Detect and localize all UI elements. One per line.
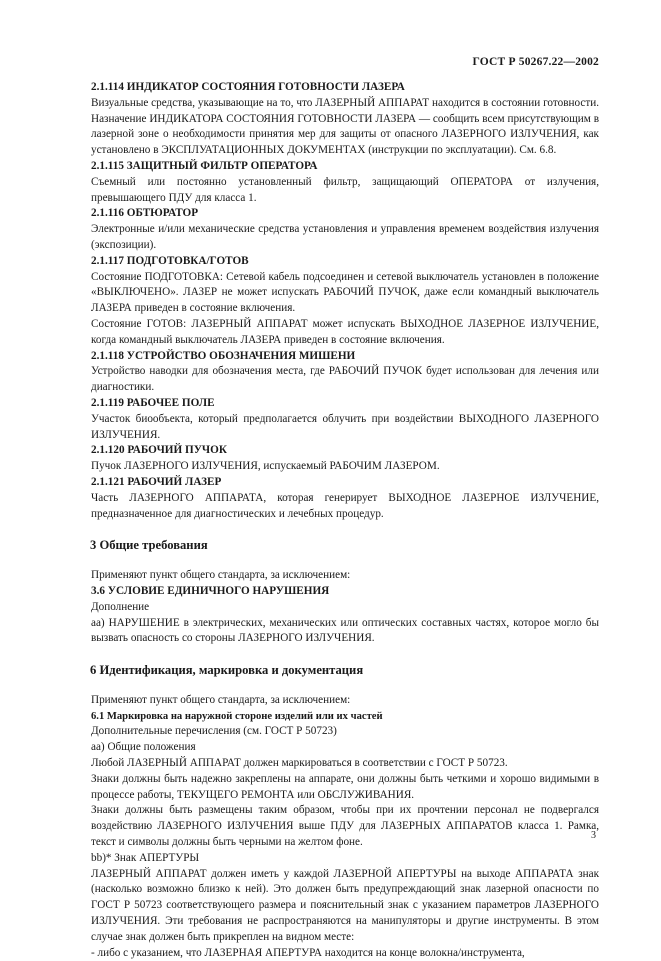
paragraph: bb)* Знак АПЕРТУРЫ (91, 851, 200, 864)
term-heading: 2.1.121 РАБОЧИЙ ЛАЗЕР (91, 475, 222, 488)
term-heading: 2.1.115 ЗАЩИТНЫЙ ФИЛЬТР ОПЕРАТОРА (91, 159, 318, 172)
paragraph: Состояние ПОДГОТОВКА: Сетевой кабель подсоединен и сетевой выключатель установлен в положение «ВЫКЛЮЧЕНО». ЛАЗЕР не может испускать РАБОЧИЙ ПУЧОК, даже если командный выключатель ЛАЗЕРА приведен в состояние включения. (91, 270, 599, 315)
page-number: 3 (591, 830, 596, 841)
term-heading: 2.1.119 РАБОЧЕЕ ПОЛЕ (91, 396, 215, 409)
paragraph: Применяют пункт общего стандарта, за исключением: (91, 693, 351, 706)
document-body (91, 80, 599, 961)
paragraph: Участок биообъекта, который предполагается облучить при воздействии ВЫХОДНОГО ЛАЗЕРНОГО ИЗЛУЧЕНИЯ. (91, 412, 599, 441)
paragraph: Применяют пункт общего стандарта, за исключением: (91, 569, 351, 582)
term-heading: 2.1.114 ИНДИКАТОР СОСТОЯНИЯ ГОТОВНОСТИ ЛАЗЕРА (91, 81, 405, 93)
term-heading: 2.1.117 ПОДГОТОВКА/ГОТОВ (91, 254, 249, 267)
subsection-heading: 6.1 Маркировка на наружной стороне изделий или их частей (91, 710, 383, 722)
paragraph: ЛАЗЕРНЫЙ АППАРАТ должен иметь у каждой ЛАЗЕРНОЙ АПЕРТУРЫ на выходе АППАРАТА знак (насколько возможно близко к ней). Это должен быть предупреждающий знак лазерной опасности по ГОСТ Р 50723 соответствующего размера и пояснительный знак с указанием параметров ЛАЗЕРНОГО ИЗЛУЧЕНИЯ. Эти требования не распространяются на манипуляторы и другие инструменты. В этом случае знак должен быть прикреплен на видном месте: (91, 867, 599, 943)
paragraph: аа) Общие положения (91, 741, 196, 754)
term-heading: 2.1.118 УСТРОЙСТВО ОБОЗНАЧЕНИЯ МИШЕНИ (91, 349, 356, 362)
paragraph: Съемный или постоянно установленный фильтр, защищающий ОПЕРАТОРА от излучения, превышающего ПДУ для класса 1. (91, 175, 599, 204)
section-heading: 6 Идентификация, маркировка и документация (90, 663, 364, 678)
paragraph: Пучок ЛАЗЕРНОГО ИЗЛУЧЕНИЯ, испускаемый РАБОЧИМ ЛАЗЕРОМ. (91, 460, 440, 473)
paragraph: Знаки должны быть надежно закреплены на аппарате, они должны быть четкими и хорошо видимыми в процессе работы, ТЕКУЩЕГО РЕМОНТА или ОБСЛУЖИВАНИЯ. (91, 772, 599, 801)
term-heading: 3.6 УСЛОВИЕ ЕДИНИЧНОГО НАРУШЕНИЯ (91, 584, 330, 597)
paragraph: - либо с указанием, что ЛАЗЕРНАЯ АПЕРТУРА находится на конце волокна/инструмента, (91, 946, 525, 959)
paragraph: Знаки должны быть размещены таким образом, чтобы при их прочтении персонал не подвергался воздействию ЛАЗЕРНОГО ИЗЛУЧЕНИЯ выше ПДУ для ЛАЗЕРНЫХ АППАРАТОВ класса 1. Рамка, текст и символы должны быть черными на желтом фоне. (91, 804, 599, 849)
paragraph: Устройство наводки для обозначения места, где РАБОЧИЙ ПУЧОК будет использован для лечения или диагностики. (91, 365, 599, 394)
section-heading: 3 Общие требования (90, 538, 208, 553)
paragraph: Состояние ГОТОВ: ЛАЗЕРНЫЙ АППАРАТ может испускать ВЫХОДНОЕ ЛАЗЕРНОЕ ИЗЛУЧЕНИЕ, когда командный выключатель ЛАЗЕРА приведен в состояние включения. (91, 317, 599, 346)
term-heading: 2.1.120 РАБОЧИЙ ПУЧОК (91, 444, 227, 457)
paragraph: Дополнение (91, 600, 150, 613)
paragraph: Любой ЛАЗЕРНЫЙ АППАРАТ должен маркироваться в соответствии с ГОСТ Р 50723. (91, 757, 508, 770)
paragraph: аа) НАРУШЕНИЕ в электрических, механических или оптических составных частях, которое могло бы вызвать опасность со стороны ЛАЗЕРНОГО ИЗЛУЧЕНИЯ. (91, 616, 599, 645)
paragraph: Электронные и/или механические средства установления и управления временем воздействия излучения (экспозиции). (91, 223, 599, 251)
paragraph: Визуальные средства, указывающие на то, что ЛАЗЕРНЫЙ АППАРАТ находится в состоянии готовности. Назначение ИНДИКАТОРА СОСТОЯНИЯ ГОТОВНОСТИ ЛАЗЕРА — сообщить всем присутствующим в лазерной зоне о необходимости принятия мер для защиты от опасного ЛАЗЕРНОГО ИЗЛУЧЕНИЯ, как установлено в ЭКСПЛУАТАЦИОННЫХ ДОКУМЕНТАХ (инструкции по эксплуатации). См. 6.8. (91, 96, 599, 157)
document-header: ГОСТ Р 50267.22—2002 (472, 56, 599, 68)
paragraph: Часть ЛАЗЕРНОГО АППАРАТА, которая генерирует ВЫХОДНОЕ ЛАЗЕРНОЕ ИЗЛУЧЕНИЕ, предназначенное для диагностических и лечебных процедур. (91, 491, 599, 520)
paragraph: Дополнительные перечисления (см. ГОСТ Р 50723) (91, 725, 337, 738)
term-heading: 2.1.116 ОБТЮРАТОР (91, 207, 199, 220)
